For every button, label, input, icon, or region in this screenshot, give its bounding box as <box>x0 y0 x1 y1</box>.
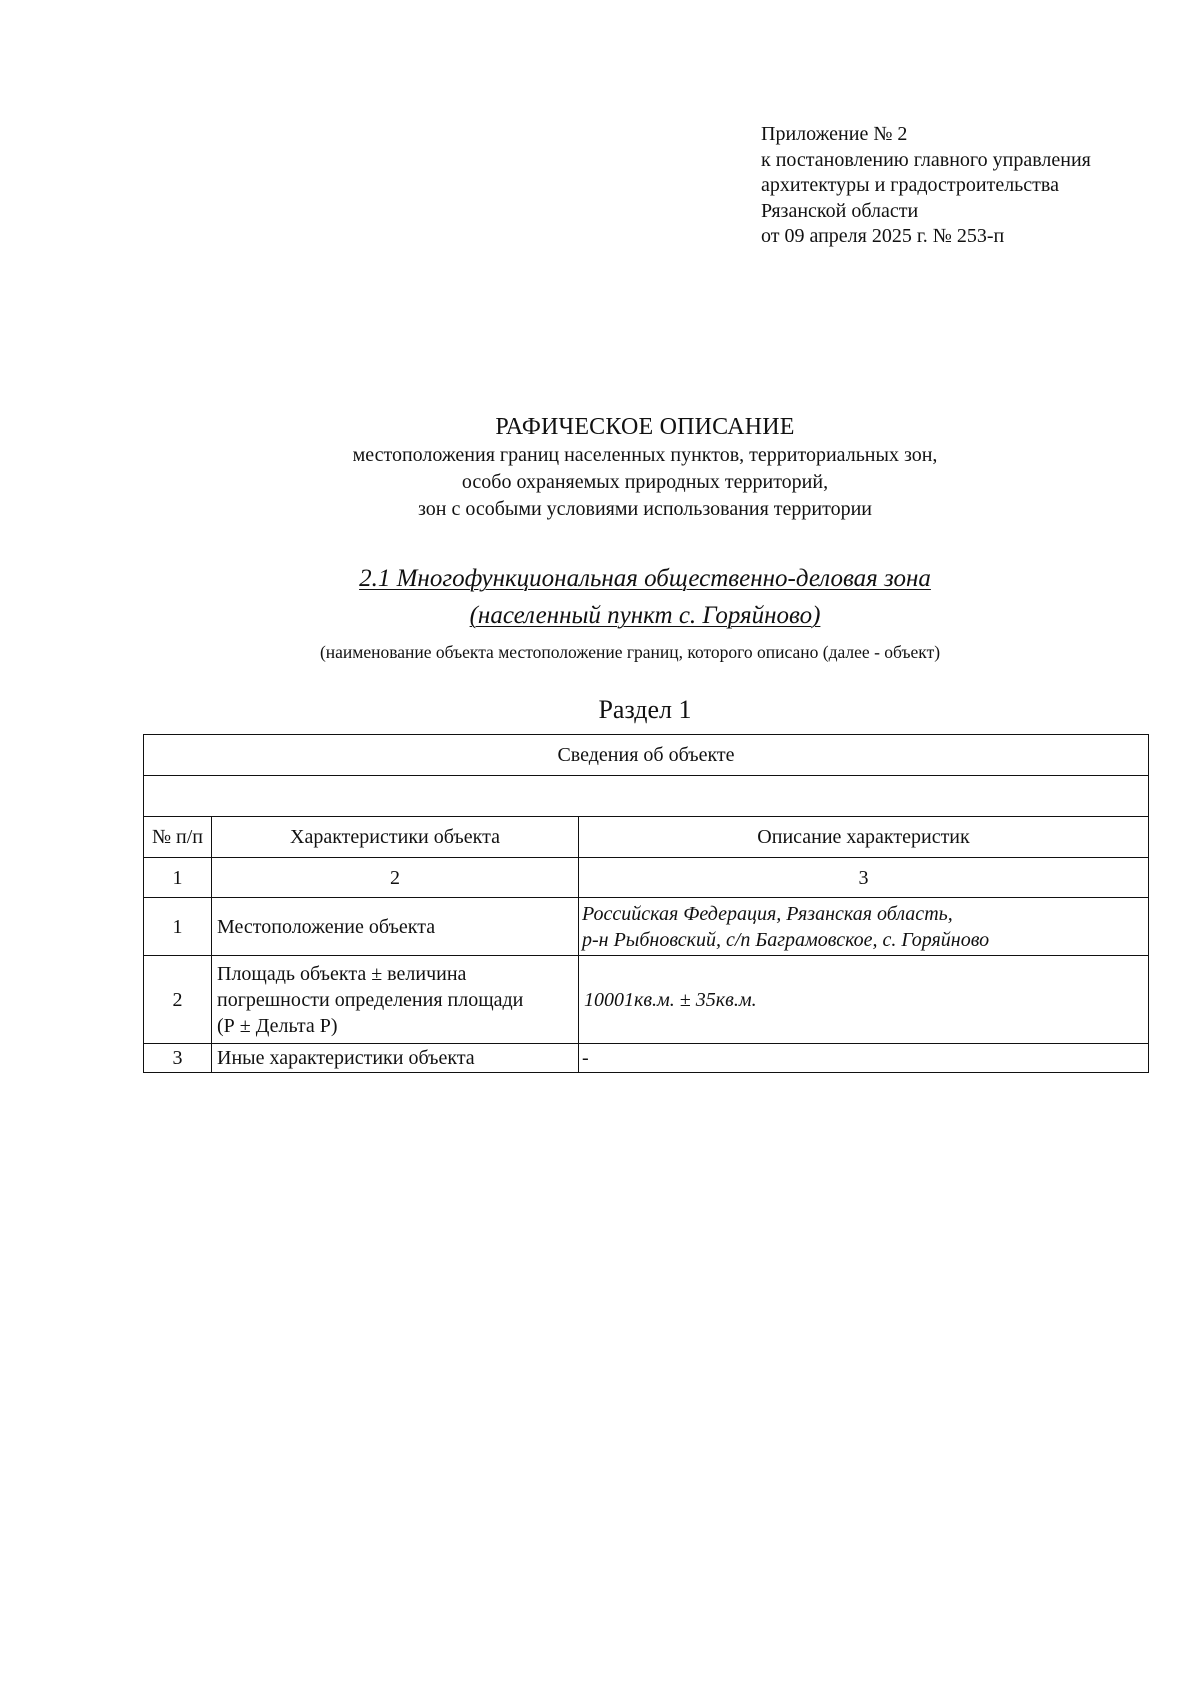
characteristic-line: (Р ± Дельта Р) <box>217 1014 338 1037</box>
header-cell-num: № п/п <box>144 817 212 858</box>
object-name-line: (населенный пункт с. Горяйново) <box>469 602 821 629</box>
table-empty-row <box>144 776 1149 817</box>
row-description-cell: - <box>579 1044 1149 1073</box>
table-row <box>144 1044 1149 1073</box>
annex-line: Приложение № 2 <box>761 123 908 145</box>
object-info-table <box>143 734 1149 1073</box>
annex-line: от 09 апреля 2025 г. № 253-п <box>761 225 1005 247</box>
row-characteristic-cell: Иные характеристики объекта <box>212 1044 579 1073</box>
row-characteristic-cell: Местоположение объекта <box>212 898 579 956</box>
row-num-cell: 2 <box>144 956 212 1044</box>
characteristic-line: Площадь объекта ± величина <box>217 962 467 985</box>
annex-block <box>761 122 1091 250</box>
annex-line: Рязанской области <box>761 199 919 222</box>
table-column-numbers-row <box>144 858 1149 898</box>
table-row <box>144 956 1149 1044</box>
row-description-cell: 10001кв.м. ± 35кв.м. <box>579 956 1149 1044</box>
row-characteristic-cell <box>212 956 579 1044</box>
title-sub-line: зон с особыми условиями использования территории <box>417 498 873 520</box>
header-cell-characteristic: Характеристики объекта <box>212 817 579 858</box>
document-title <box>0 412 1200 523</box>
object-name <box>0 560 1200 634</box>
description-line: р-н Рыбновский, с/п Баграмовское, с. Горяйново <box>582 928 990 951</box>
header-cell-description: Описание характеристик <box>579 817 1149 858</box>
row-num-cell: 1 <box>144 898 212 956</box>
title-sub-line: особо охраняемых природных территорий, <box>461 471 829 493</box>
annex-line: архитектуры и градостроительства <box>761 174 1059 196</box>
description-line: Российская Федерация, Рязанская область, <box>582 902 953 925</box>
table-title-row <box>144 735 1149 776</box>
row-description-cell <box>579 898 1149 956</box>
title-main: РАФИЧЕСКОЕ ОПИСАНИЕ <box>495 414 795 440</box>
table-title: Сведения об объекте <box>144 735 1149 776</box>
column-number-cell: 1 <box>144 858 212 898</box>
annex-line: к постановлению главного управления <box>761 148 1091 171</box>
table-row <box>144 898 1149 956</box>
column-number-cell: 3 <box>579 858 1149 898</box>
title-sub-line: местоположения границ населенных пунктов, территориальных зон, <box>352 444 938 466</box>
object-name-line: 2.1 Многофункциональная общественно-деловая зона <box>359 565 931 592</box>
section-title: Раздел 1 <box>598 695 692 724</box>
row-num-cell: 3 <box>144 1044 212 1073</box>
column-number-cell: 2 <box>212 858 579 898</box>
empty-cell <box>144 776 1149 817</box>
table-header-row <box>144 817 1149 858</box>
characteristic-line: погрешности определения площади <box>217 988 524 1011</box>
object-note: (наименование объекта местоположение границ, которого описано (далее - объект) <box>319 642 941 662</box>
